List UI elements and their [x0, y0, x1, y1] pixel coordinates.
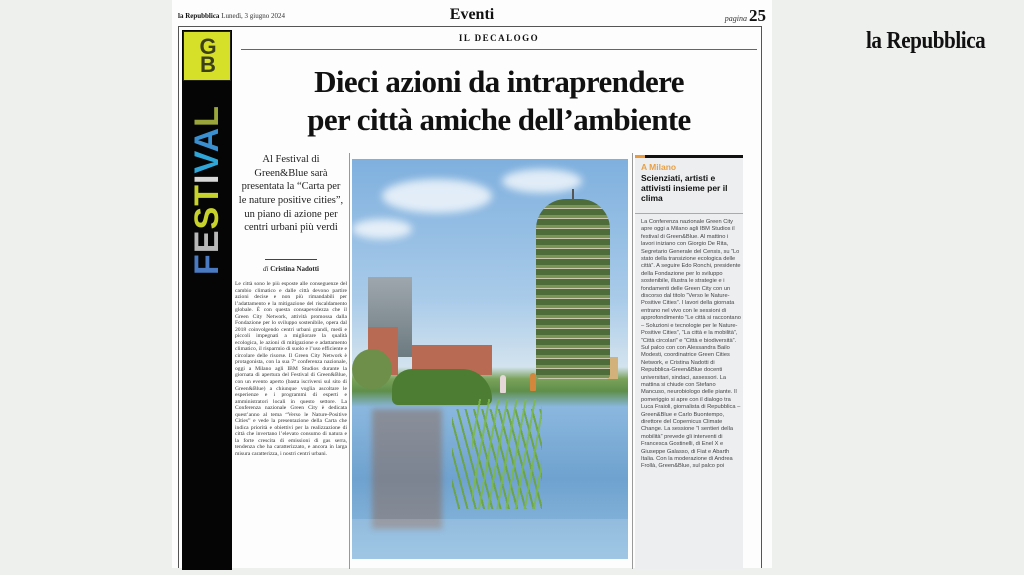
article-frame — [178, 26, 762, 568]
byline-prefix: di — [262, 265, 269, 273]
sidebar-title: Scienziati, artisti e attivisti insieme per il clima — [641, 173, 728, 204]
headline-line-1: Dieci azioni da intraprendere — [314, 64, 684, 99]
festival-letter: V — [188, 152, 227, 174]
festival-letter: F — [188, 253, 227, 275]
festival-letter: I — [188, 173, 227, 185]
newspaper-page — [172, 0, 772, 568]
sidebar-box — [635, 155, 743, 569]
article-headline — [241, 63, 757, 139]
article-photo — [352, 159, 628, 559]
festival-letter: S — [188, 205, 227, 230]
festival-letter: T — [188, 184, 227, 206]
festival-letter: L — [188, 105, 227, 127]
brand-logo: la Repubblica — [866, 28, 986, 54]
festival-letter: A — [188, 126, 227, 153]
byline-author: Cristina Nadotti — [270, 265, 319, 273]
gb-logo-letter-g: G — [199, 34, 215, 60]
sidebar-top-rule — [635, 155, 743, 158]
page-folio — [178, 6, 766, 26]
gb-logo-icon — [183, 31, 231, 81]
kicker-divider — [241, 49, 757, 50]
article-summary: Al Festival di Green&Blue sarà presentata la “Carta per le nature positive cities”, un piano di azione per centri urbani più verdi — [238, 154, 344, 234]
article-body: Le città sono le più esposte alle conseguenze del cambio climatico e dalle città devono partire azioni decise e non più rimandabili per l’adattamento e la mitigazione del riscaldamento globale. È con questa consapevolezza che il Green City Network, attività promossa dalla Fondazione per lo sviluppo sostenibile, opera dal 2018 coinvolgendo centri urbani grandi, medi e piccoli impegnati a migliorare la qualità ecologica, le azioni di mitigazione e adattamento climatico, il risparmio di suolo e l’uso efficiente e circolare delle risorse. Il Green City Network è protagonista, con la sua 7ª conferenza nazionale, oggi a Milano agli IBM Studios durante la giornata di apertura del Festival di Green&Blue, con un evento aperto (basta iscriversi sul sito di Green&Blue) a chiunque voglia ascoltare le esperienze e i programmi di esperti e amministratori locali in questo settore. La Conferenza nazionale Green City è dedicata quest’anno al tema “Verso le Nature-Positive Cities” e vede la presentazione della Carta che indica priorità e obiettivi per la realizzazione di città che invertano l’elevato consumo di natura e la forte crescita di emissioni di gas serra, tendenza che ha caratterizzato, e ancora in larga misura caratterizza, i nostri centri urbani. — [235, 281, 347, 457]
folio-page-number: 25 — [749, 6, 766, 25]
folio-date: Lunedì, 3 giugno 2024 — [221, 12, 285, 20]
sidebar-divider — [635, 213, 743, 214]
column-divider — [632, 153, 633, 569]
sidebar-body: La Conferenza nazionale Green City apre oggi a Milano agli IBM Studios il festival di Green&Blue. Al mattino i lavori iniziano con Giorgio De Rita, Segretario Generale del Censis, su “Lo stato della transizione ecologica delle città”. A seguire Edo Ronchi, presidente della Fondazione per lo sviluppo sostenibile, illustra le strategie e i fondamenti delle Green City con un discorso dal titolo “Verso le Nature-Positive Cities”. I lavori della giornata entrano nel vivo con le sessioni di approfondimento “Le città si raccontano – Soluzioni e tecnologie per le Nature-Positive Cities”, “La città e la mobilità”, “Città circolari” e “Città e biodiversità”. Sul palco con con Alessandra Bailo Modesti, coordinatrice Green Cities Network, e Cristina Nadotti di Repubblica-Green&Blue docenti universitari, sindaci, assessori. La mattina si chiude con Stefano Mancuso, neurobiologo delle piante. Il pomeriggio si apre con il dialogo tra Luca Fraioli, giornalista di Repubblica – Green&Blue e Carlo Buontempo, direttore del Copernicus Climate Change. La sessione “I sentieri della mobilità” prevede gli interventi di Francesca Gostinelli, di Enel X e Giuseppe Galasso, di Fiat e Abarth Italia. Con la moderazione di Andrea Frollà, Green&Blue, sul palco poi — [641, 219, 741, 470]
festival-letter: E — [188, 229, 227, 254]
folio-page-label: pagina — [724, 14, 747, 23]
festival-banner — [182, 30, 232, 570]
column-divider — [349, 153, 350, 569]
article-kicker: IL DECALOGO — [458, 33, 540, 43]
bosco-verticale-tower — [536, 199, 610, 379]
article-byline — [237, 265, 345, 273]
folio-page — [725, 6, 766, 26]
sidebar-accent — [635, 155, 645, 158]
gb-logo-letter-b: B — [200, 52, 214, 77]
festival-wordmark — [183, 90, 231, 290]
headline-line-2: per città amiche dell’ambiente — [307, 102, 691, 138]
folio-paper-name: la Repubblica — [178, 12, 220, 20]
sidebar-kicker: A Milano — [641, 162, 677, 172]
byline-divider — [265, 259, 317, 260]
folio-section: Eventi — [449, 6, 495, 23]
